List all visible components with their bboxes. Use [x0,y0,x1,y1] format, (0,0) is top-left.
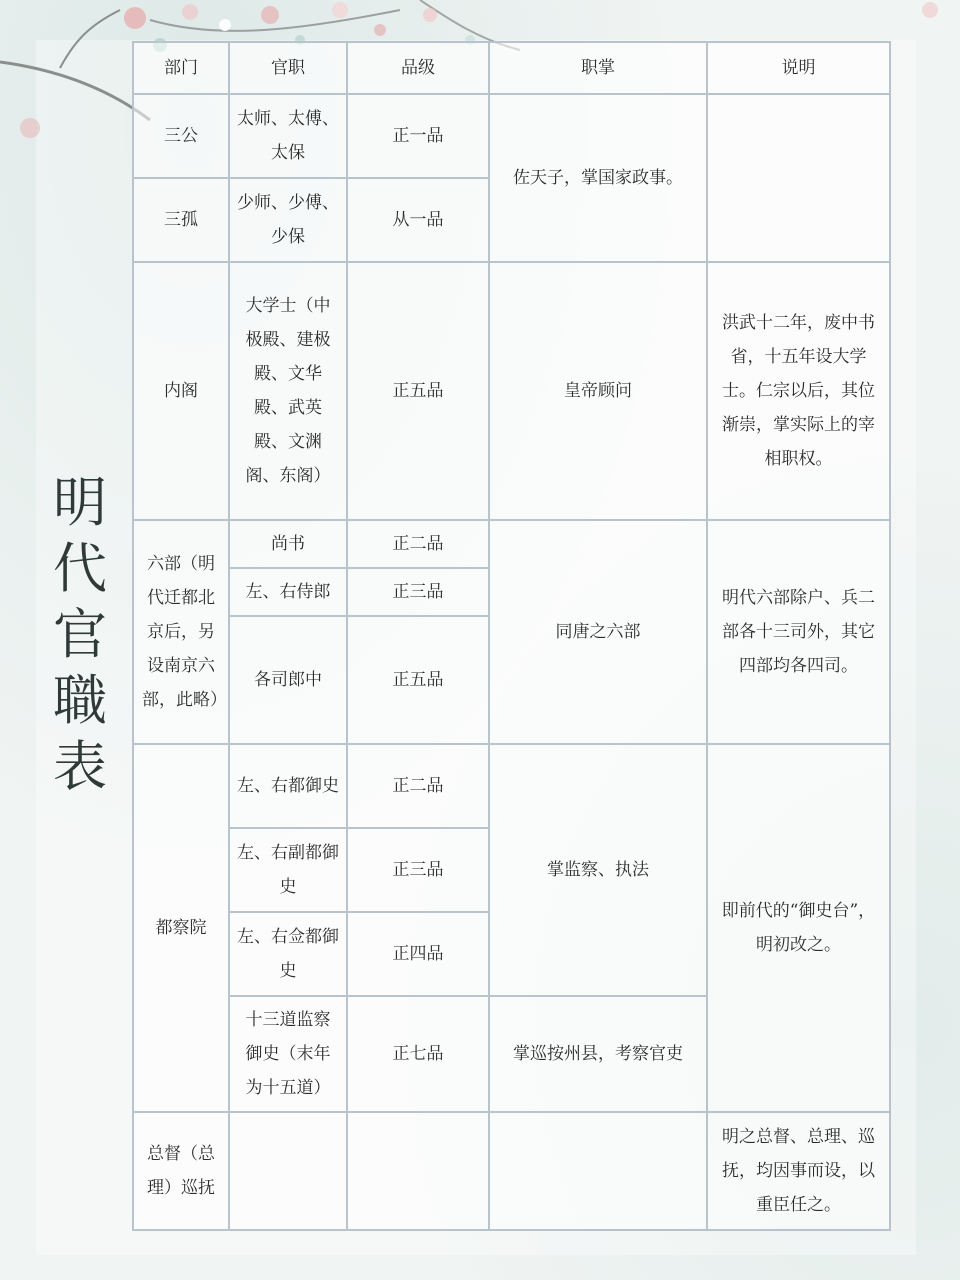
duty-neige: 皇帝顾问 [489,262,707,520]
note-ducha: 即前代的“御史台”，明初改之。 [707,744,890,1112]
rank-zongdu [347,1112,489,1230]
office-liubu-2: 左、右侍郎 [229,568,347,616]
rank-liubu-2: 正三品 [347,568,489,616]
office-ducha-1: 左、右都御史 [229,744,347,828]
rank-sangong: 正一品 [347,94,489,178]
note-zongdu: 明之总督、总理、巡抚，均因事而设，以重臣任之。 [707,1112,890,1230]
note-san [707,94,890,262]
duty-san: 佐天子，掌国家政事。 [489,94,707,262]
title-char-3: 官 [53,603,107,666]
header-rank: 品级 [347,42,489,94]
title-char-4: 職 [53,669,107,732]
official-ranks-table [132,41,891,1231]
rank-liubu-1: 正二品 [347,520,489,568]
office-liubu-1: 尚书 [229,520,347,568]
office-ducha-2: 左、右副都御史 [229,828,347,912]
office-ducha-4: 十三道监察御史（末年为十五道） [229,996,347,1112]
table-row [133,1112,890,1230]
rank-ducha-3: 正四品 [347,912,489,996]
dept-ducha: 都察院 [133,744,229,1112]
header-dept: 部门 [133,42,229,94]
office-zongdu [229,1112,347,1230]
dept-sangu: 三孤 [133,178,229,262]
duty-ducha-1: 掌监察、执法 [489,744,707,996]
office-sangong: 太师、太傅、太保 [229,94,347,178]
table-row [133,520,890,568]
header-note: 说明 [707,42,890,94]
rank-sangu: 从一品 [347,178,489,262]
note-liubu: 明代六部除户、兵二部各十三司外，其它四部均各四司。 [707,520,890,744]
dept-neige: 内阁 [133,262,229,520]
rank-neige: 正五品 [347,262,489,520]
duty-ducha-2: 掌巡按州县，考察官吏 [489,996,707,1112]
header-office: 官职 [229,42,347,94]
title-char-1: 明 [53,471,107,534]
dept-zongdu: 总督（总理）巡抚 [133,1112,229,1230]
dept-liubu: 六部（明代迁都北京后，另设南京六部，此略） [133,520,229,744]
rank-ducha-2: 正三品 [347,828,489,912]
duty-liubu: 同唐之六部 [489,520,707,744]
rank-ducha-4: 正七品 [347,996,489,1112]
office-ducha-3: 左、右佥都御史 [229,912,347,996]
note-neige: 洪武十二年，废中书省，十五年设大学士。仁宗以后，其位渐崇，掌实际上的宰相职权。 [707,262,890,520]
header-row [133,42,890,94]
table-row [133,262,890,520]
dept-sangong: 三公 [133,94,229,178]
rank-ducha-1: 正二品 [347,744,489,828]
table-row [133,94,890,178]
vertical-title [40,470,120,800]
table-row [133,744,890,828]
title-char-5: 表 [53,735,107,798]
duty-zongdu [489,1112,707,1230]
office-neige: 大学士（中极殿、建极殿、文华殿、武英殿、文渊阁、东阁） [229,262,347,520]
title-char-2: 代 [53,537,107,600]
header-duty: 职掌 [489,42,707,94]
office-liubu-3: 各司郎中 [229,616,347,744]
rank-liubu-3: 正五品 [347,616,489,744]
office-sangu: 少师、少傅、少保 [229,178,347,262]
